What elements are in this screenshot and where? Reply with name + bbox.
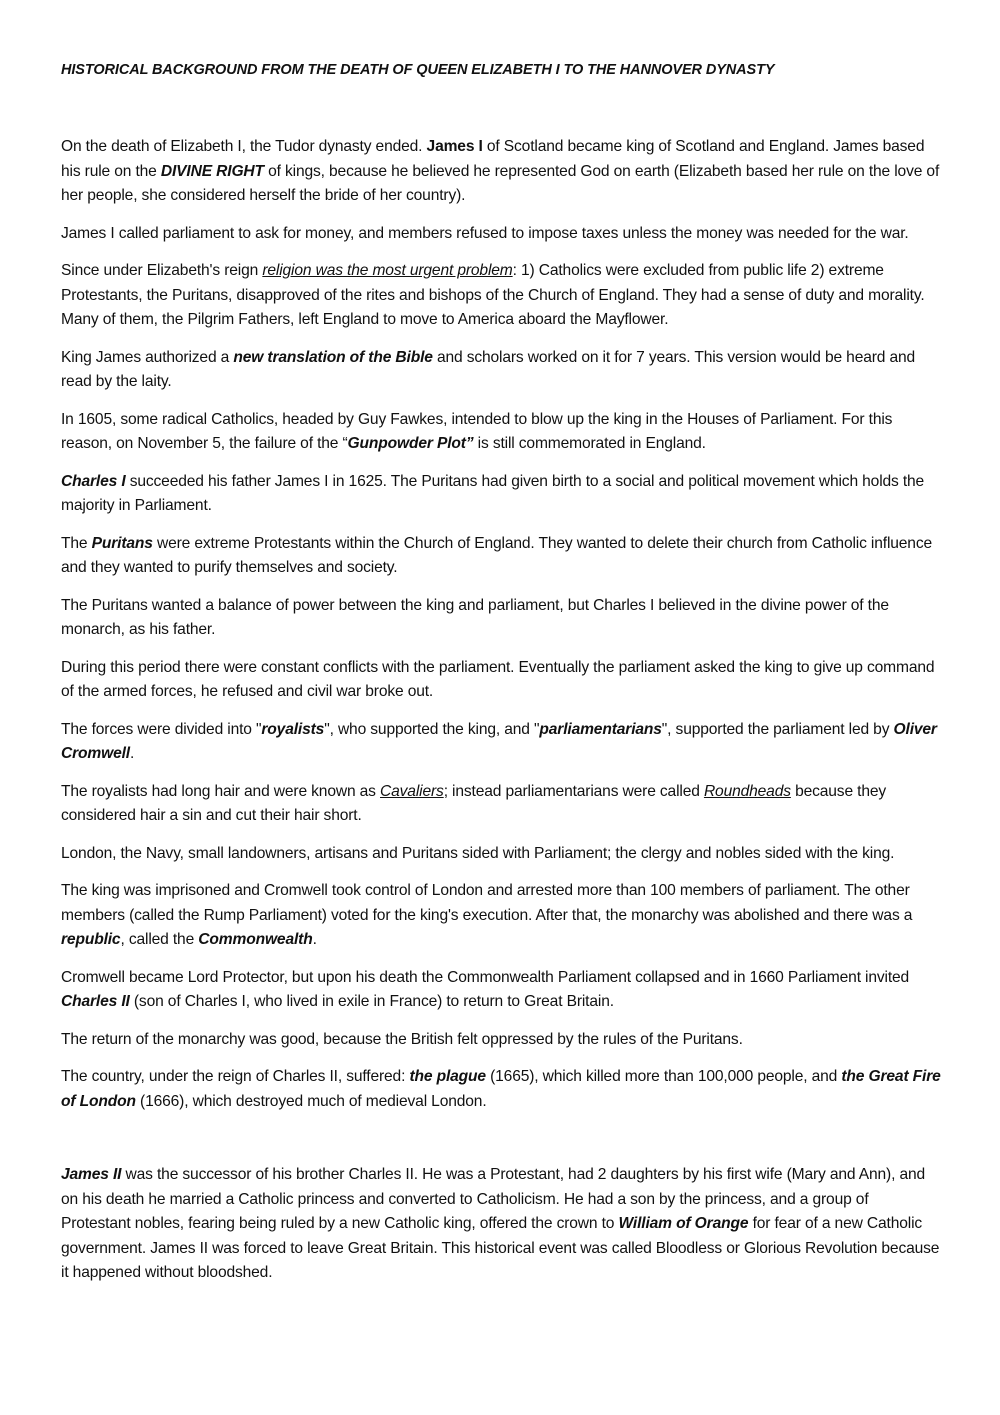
paragraph [61,656,941,705]
paragraph [61,532,941,581]
body-text: The country, under the reign of Charles II, suffered: [61,1068,410,1085]
paragraph [61,842,941,867]
body-text: was the successor of his brother Charles II. He was a Protestant, had 2 daughters by his first wife (Mary and Ann), and on his death he married a Catholic princess and converted to Catholicism. He had a son by the princess, and a group of Protestant nobles, fearing being ruled by a new Catholic king, offered the crown to [61,1166,926,1232]
body-text: because they considered hair a sin and cut their hair short. [61,782,887,824]
body-text: . [312,931,317,948]
body-text: of kings, because he believed he represented God on earth (Elizabeth based her rule on the love of her people, she considered herself the bride of her country). [61,162,940,204]
paragraph [61,966,941,1015]
body-text: London, the Navy, small landowners, artisans and Puritans sided with Parliament; the clergy and nobles sided with the king. [61,844,895,862]
body-text: (1665), which killed more than 100,000 people, and [485,1068,842,1085]
body-text: On the death of Elizabeth I, the Tudor dynasty ended. [61,138,427,155]
body-text: (son of Charles I, who lived in exile in France) to return to Great Britain. [129,993,614,1010]
emphasized-text: Commonwealth [198,931,313,948]
emphasized-text: Oliver Cromwell [61,720,937,762]
document-title: HISTORICAL BACKGROUND FROM THE DEATH OF QUEEN ELIZABETH I TO THE HANNOVER DYNASTY [61,62,775,78]
body-text: King James authorized a [61,348,234,366]
body-text: James I called parliament to ask for money, and members refused to impose taxes unless the money was needed for the war. [61,224,909,242]
body-text: Since under Elizabeth's reign [61,262,263,279]
emphasized-text: Cavaliers [380,782,444,800]
body-text: : 1) Catholics were excluded from public life 2) extreme Protestants, the Puritans, disapproved of the rites and bishops of the Church of England. They had a sense of duty and morality. Many of them, the Pilgrim Fathers, left England to move to America aboard the Mayflower. [61,262,925,328]
paragraph [61,1028,941,1053]
emphasized-text: Gunpowder Plot” [347,435,474,452]
paragraph [61,346,941,395]
emphasized-text: the Great Fire of London [61,1068,941,1110]
emphasized-text: republic [61,931,121,948]
emphasized-text: James I [426,138,483,155]
paragraph [61,718,941,767]
emphasized-text: Charles II [61,993,130,1010]
body-text: of Scotland became king of Scotland and England. James based his rule on the [61,138,925,180]
body-text: and scholars worked on it for 7 years. This version would be heard and read by the laity. [61,348,916,390]
emphasized-text: William of Orange [618,1215,749,1232]
document-body [61,135,941,1286]
body-text: The king was imprisoned and Cromwell took control of London and arrested more than 100 members of parliament. The other members (called the Rump Parliament) voted for the king's execution. After that, the monarchy was abolished and there was a [61,882,913,924]
body-text: ", who supported the king, and " [324,720,540,738]
body-text: The return of the monarchy was good, because the British felt oppressed by the rules of the Puritans. [61,1030,743,1048]
emphasized-text: DIVINE RIGHT [160,162,264,180]
emphasized-text: Roundheads [703,782,791,800]
paragraph [61,470,941,519]
paragraph [61,135,941,209]
body-text: (1666), which destroyed much of medieval London. [135,1092,487,1110]
body-text: , called the [120,931,199,948]
body-text: The royalists had long hair and were known as [61,782,381,800]
body-text: is still commemorated in England. [473,435,706,452]
body-text: for fear of a new Catholic government. James II was forced to leave Great Britain. This historical event was called Bloodless or Glorious Revolution because it happened without bloodshed. [61,1215,940,1281]
emphasized-text: James II [61,1166,122,1183]
paragraph [61,594,941,643]
paragraph [61,1163,941,1286]
body-text: succeeded his father James I in 1625. The Puritans had given birth to a social and political movement which holds the majority in Parliament. [61,472,925,514]
body-text: In 1605, some radical Catholics, headed by Guy Fawkes, intended to blow up the king in the Houses of Parliament. For this reason, on November 5, the failure of the “ [61,410,893,452]
body-text: The forces were divided into " [61,720,262,738]
emphasized-text: Puritans [91,534,153,552]
emphasized-text: the plague [409,1068,486,1085]
body-text: ; instead parliamentarians were called [443,782,704,800]
emphasized-text: parliamentarians [539,720,662,738]
document-page [61,62,941,1299]
body-text: were extreme Protestants within the Church of England. They wanted to delete their church from Catholic influence and they wanted to purify themselves and society. [61,534,932,576]
emphasized-text: royalists [261,720,325,738]
body-text: Cromwell became Lord Protector, but upon his death the Commonwealth Parliament collapsed and in 1660 Parliament invited [61,968,910,986]
body-text: ", supported the parliament led by [661,720,894,738]
body-text: . [130,745,135,762]
paragraph [61,408,941,457]
paragraph [61,222,941,247]
emphasized-text: new translation of the Bible [233,348,433,366]
body-text: The [61,534,92,552]
paragraph [61,780,941,829]
body-text: During this period there were constant conflicts with the parliament. Eventually the parliament asked the king to give up command of the armed forces, he refused and civil war broke out. [61,658,935,700]
paragraph [61,879,941,953]
paragraph [61,259,941,333]
emphasized-text: Charles I [61,472,126,490]
paragraph [61,1065,941,1114]
emphasized-text: religion was the most urgent problem [262,262,513,279]
body-text: The Puritans wanted a balance of power between the king and parliament, but Charles I believed in the divine power of the monarch, as his father. [61,596,889,638]
